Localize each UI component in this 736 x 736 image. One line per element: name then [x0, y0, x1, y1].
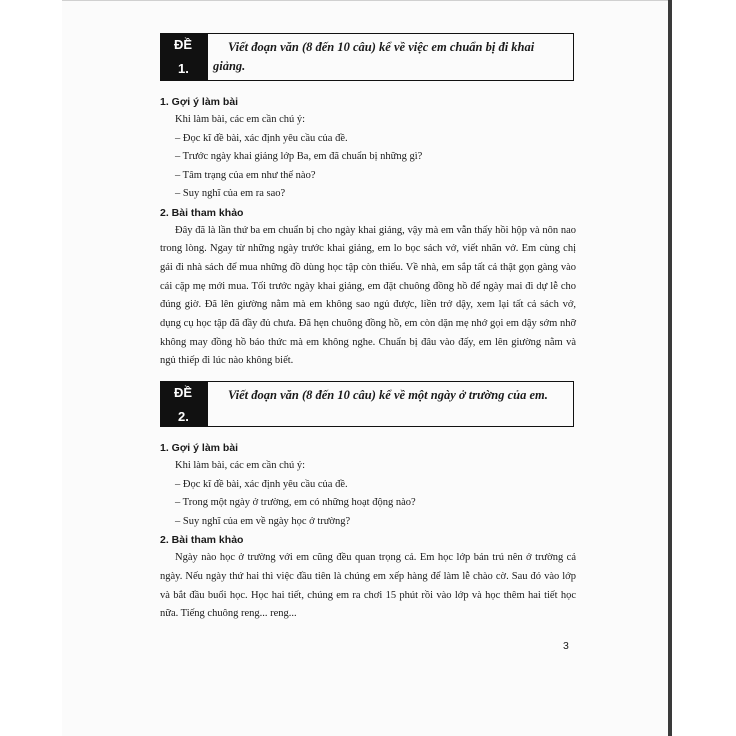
page-right-border: [668, 0, 672, 736]
topic-1-label: [161, 34, 208, 80]
topic-2-label-number: 2.: [178, 409, 189, 425]
topic-1-box: [160, 33, 574, 81]
topic-2-hint-item: – Đọc kĩ đề bài, xác định yêu cầu của đề.: [175, 478, 348, 490]
topic-1-hint-heading: 1. Gợi ý làm bài: [160, 96, 239, 108]
topic-2-hint-heading: 1. Gợi ý làm bài: [160, 442, 239, 455]
topic-2-sample-text: Ngày nào học ở trường với em cũng đều quan trọng cả. Em học lớp bán trú nên ở trường cả ngày. Nếu ngày thứ hai thì việc đầu tiên là chúng em xếp hàng để làm lễ chào cờ. Sau đó vào lớp và bắt đầu buổi học. Học hai tiết, chúng em ra chơi 15 phút rồi vào lớp và học thêm hai tiết học nữa. Tiếng chuông reng... reng...: [160, 552, 576, 620]
topic-1-sample-text: Đây đã là lần thứ ba em chuẩn bị cho ngày khai giảng, vậy mà em vẫn thấy hồi hộp và nôn nao trong lòng. Ngay từ những ngày trước khai giảng, em lo bọc sách vở, viết nhãn vở. Em cùng chị gái đi nhà sách để mua những đồ dùng học tập còn thiếu. Về nhà, em sắp tất cả thật gọn gàng vào cái cặp mẹ mới mua. Tối trước ngày khai giảng, em đặt chuông đồng hồ để ngày mai đi dự lễ cho đúng giờ. Đã lên giường nằm mà em không sao ngủ được, liền trở dậy, xem lại tất cả sách vở, dụng cụ học tập đã đầy đủ chưa. Đã hẹn chuông đồng hồ, em còn dặn mẹ nhớ gọi em dậy sớm nhỡ không may đồng hồ báo thức mà em không nghe. Chuẩn bị đâu vào đấy, em lên giường nằm và ngủ thiếp đi lúc nào không biết.: [160, 224, 576, 367]
topic-1-label-word: ĐỀ: [174, 37, 193, 52]
topic-1-hint-item: – Đọc kĩ đề bài, xác định yêu cầu của đề.: [175, 132, 348, 144]
topic-2-prompt: Viết đoạn văn (8 đến 10 câu) kể về một ngày ở trường của em.: [228, 388, 548, 403]
topic-1-prompt: Viết đoạn văn (8 đến 10 câu) kể về việc em chuẩn bị đi khai giảng.: [213, 40, 535, 73]
topic-2-hint-item: – Suy nghĩ của em về ngày học ở trường?: [175, 515, 351, 527]
topic-1-hint-item: – Suy nghĩ của em ra sao?: [175, 188, 286, 199]
topic-2-sample-heading: 2. Bài tham khảo: [160, 534, 244, 547]
topic-1-hint-item: – Tâm trạng của em như thế nào?: [175, 169, 316, 181]
page-number: 3: [563, 640, 569, 652]
topic-2-label-word: ĐỀ: [174, 385, 193, 401]
topic-2-box: [160, 381, 574, 427]
topic-1-sample-heading: 2. Bài tham khảo: [160, 206, 244, 219]
topic-1-label-number: 1.: [178, 61, 189, 76]
topic-2-hint-intro: Khi làm bài, các em cần chú ý:: [175, 460, 306, 472]
page-top-edge: [62, 0, 668, 1]
topic-1-hint-item: – Trước ngày khai giảng lớp Ba, em đã chuẩn bị những gì?: [175, 151, 423, 162]
topic-2-hint-item: – Trong một ngày ở trường, em có những hoạt động nào?: [175, 497, 416, 509]
page-content: [160, 33, 576, 624]
topic-1-hint-intro: Khi làm bài, các em cần chú ý:: [175, 114, 306, 125]
topic-2-label: [161, 382, 208, 426]
